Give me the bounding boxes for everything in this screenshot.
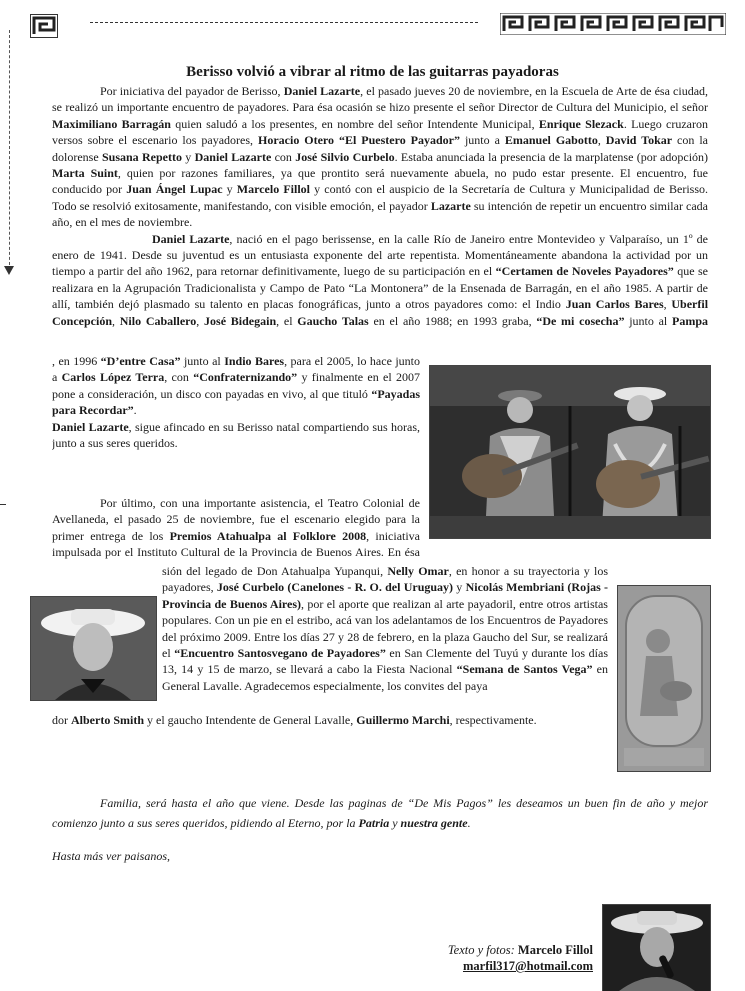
paragraph-2b: , en 1996 “D’entre Casa” junto al Indio Bares, para el 2005, lo hace junto a Carlos López Terra, con “Confraternizando” y finalmente en el 2007 pone a consideración, un disco con payadas en vivo, al que tituló “Payadas para Recordar”. xyxy=(52,354,420,418)
photo-author-microphone xyxy=(602,904,711,991)
header-ornament-left xyxy=(30,14,58,38)
text-block-top xyxy=(52,83,708,329)
margin-arrow-icon xyxy=(4,266,14,275)
text-block-wrap xyxy=(52,353,420,465)
header-greca-pattern xyxy=(500,13,726,35)
paragraph-4a: Por último, con una importante asistencia, el Teatro Colonial de Avellaneda, el pasado 25 de noviembre, fue el escenario elegido para la primer entrega de los Premios Atahualpa al Folklore 2008, iniciativa impulsada por el Instituto Cultural de la Provincia de Buenos Aires. En ésa xyxy=(52,496,420,560)
photo-young-gaucha xyxy=(30,596,157,701)
credit-label: Texto y fotos: xyxy=(447,943,515,957)
paragraph-3: Daniel Lazarte, sigue afincado en su Berisso natal compartiendo sus horas, junto a sus seres queridos. xyxy=(52,419,420,451)
author-email-link[interactable]: marfil317@hotmail.com xyxy=(462,959,593,973)
farewell-line: Hasta más ver paisanos, xyxy=(52,849,171,863)
margin-tick xyxy=(0,504,6,505)
text-block-awards-1 xyxy=(52,495,420,561)
paragraph-4b: sión del legado de Don Atahualpa Yupanqui, Nelly Omar, en honor a su trayectoria y los payadores, José Curbelo (Canelones - R. O. del Uruguay) y Nicolás Membriani (Rojas - Provincia de Buenos Aires), por el aporte que realizan al arte payadoril, entre otros artistas populares. Con un pie en el estribo, acá van los adelantamos de los Encuentros de Payadores del próximo 2009. Entre los días 27 y 28 de febrero, en la plaza Gaucho del Sur, se realizará el “Encuentro Santosvegano de Payadores” en San Clemente del Tuyú y durante los días 13, 14 y 15 de marzo, se llevará a cabo la Fiesta Nacional “Semana de Santos Vega” en General Lavalle. Agradecemos especialmente, los convites del paya xyxy=(162,564,608,693)
credit-author: Marcelo Fillol xyxy=(517,943,593,957)
header-divider xyxy=(90,22,478,23)
paragraph-1: Por iniciativa del payador de Berisso, Daniel Lazarte, el pasado jueves 20 de noviembre, en la Escuela de Arte de ésa ciudad, se realizó un importante encuentro de payadores. Para ésa ocasión se hizo presente el señor Director de Cultura del Municipio, el señor Maximiliano Barragán quien saludó a los presentes, en nombre del señor Intendente Municipal, Enrique Slezack. Luego cruzaron versos sobre el escenario los payadores, Horacio Otero “El Puestero Payador” junto a Emanuel Gabotto, David Tokar con la dolorense Susana Repetto y Daniel Lazarte con José Silvio Curbelo. Estaba anunciada la presencia de la marplatense (por adopción) Marta Suint, quien por razones familiares, ya que prontito será nuevamente abuela, no pudo estar presente. El encuentro, fue conducido por Juan Ángel Lupac y Marcelo Fillol y contó con el auspicio de la Secretaría de Cultura y Municipalidad de Berisso. Todo se resolvió exitosamente, manifestando, con visible emoción, el payador Lazarte su intención de repetir un encuentro similar cada año, en el mes de noviembre. xyxy=(52,84,709,230)
closing-message: Familia, será hasta el año que viene. Desde las paginas de “De Mis Pagos” les deseamos un buen fin de año y mejor comienzo junto a sus seres queridos, pidiendo al Eterno, por la Patria y nuestra gente. xyxy=(52,796,708,830)
paragraph-4c: dor Alberto Smith y el gaucho Intendente de General Lavalle, Guillermo Marchi, respectivamente. xyxy=(52,713,537,727)
text-block-awards-2 xyxy=(162,563,608,713)
text-block-awards-3 xyxy=(52,712,608,746)
photo-payadores-guitars xyxy=(429,365,711,539)
paragraph-2a: Daniel Lazarte, nació en el pago berissense, en la calle Río de Janeiro entre Montevideo y Valparaíso, un 1º de enero de 1941. Desde su juventud es un entusiasta exponente del arte repentista. Momentáneamente abandona la actividad por un tiempo a partir del año 1962, para retornar definitivamente, luego de su participación en el “Certamen de Noveles Payadores” que se realizara en la Agrupación Tradicionalista y Campo de Pato “La Montonera” de la Ensenada de Barragán, en el año 1985. A partir de allí, también dejó plasmado su talento en placas fonográficas, junto a otros payadores como: el Indio Juan Carlos Bares, Uberfil Concepción, Nilo Caballero, José Bidegain, el Gaucho Talas en el año 1988; en 1993 graba, “De mi cosecha” junto al Pampa xyxy=(52,231,708,328)
author-credit xyxy=(448,942,593,974)
photo-santos-vega-relief xyxy=(617,585,711,772)
article-title: Berisso volvió a vibrar al ritmo de las guitarras payadoras xyxy=(186,64,559,80)
